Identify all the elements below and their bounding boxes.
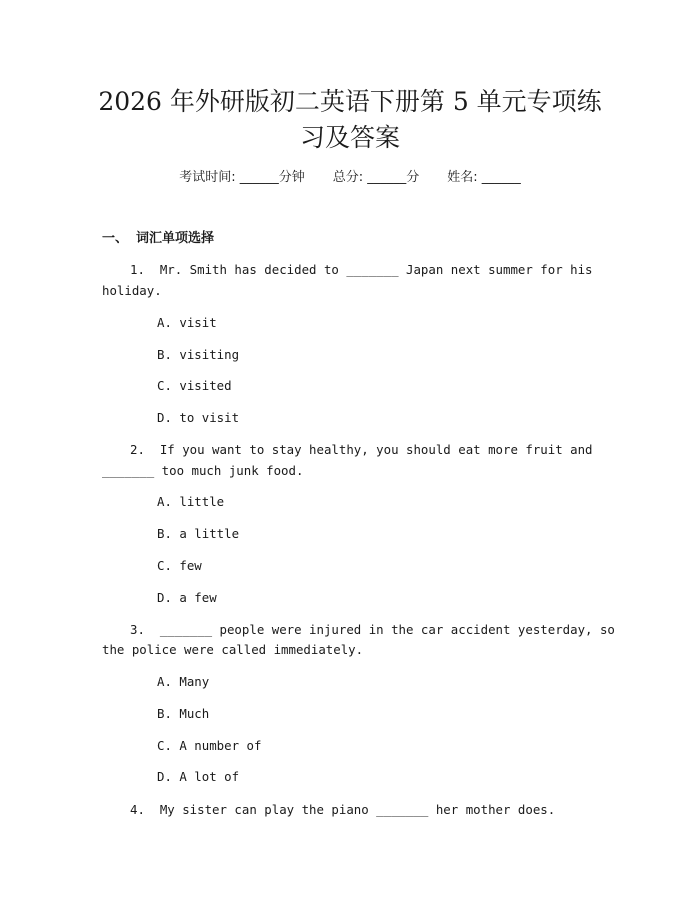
question-1-option-d: D. to visit [157, 410, 240, 425]
exam-info-line [0, 169, 700, 187]
document-title-line-1: 2026 年外研版初二英语下册第 5 单元专项练 [98, 87, 602, 116]
question-1-text-cont: holiday. [102, 283, 162, 298]
question-3-option-d: D. A lot of [157, 769, 240, 784]
question-2-option-c: C. few [157, 558, 202, 573]
question-2-option-a: A. little [157, 494, 225, 509]
question-4-text: 4. My sister can play the piano _______ her mother does. [130, 802, 556, 817]
question-2-text: 2. If you want to stay healthy, you should eat more fruit and [130, 442, 593, 457]
question-1-text: 1. Mr. Smith has decided to _______ Japan next summer for his [130, 262, 593, 277]
student-name-field: 姓名: ______ [447, 170, 521, 185]
question-1-option-b: B. visiting [157, 347, 240, 362]
question-3-text: 3. _______ people were injured in the car accident yesterday, so [130, 622, 615, 637]
question-2-option-b: B. a little [157, 526, 240, 541]
question-1-option-a: A. visit [157, 315, 217, 330]
question-2-text-cont: _______ too much junk food. [102, 463, 304, 478]
total-score-field: 总分: ______分 [332, 170, 420, 185]
exam-time-field: 考试时间: ______分钟 [179, 170, 305, 185]
question-3-option-c: C. A number of [157, 738, 262, 753]
question-3-option-a: A. Many [157, 674, 210, 689]
question-3-text-cont: the police were called immediately. [102, 642, 364, 657]
document-title-line-2: 习及答案 [299, 123, 400, 152]
question-1-option-c: C. visited [157, 378, 232, 393]
question-3-option-b: B. Much [157, 706, 210, 721]
question-2-option-d: D. a few [157, 590, 217, 605]
section-title: 词汇单项选择 [136, 231, 215, 246]
section-heading [102, 230, 214, 248]
section-number: 一、 [102, 231, 129, 246]
